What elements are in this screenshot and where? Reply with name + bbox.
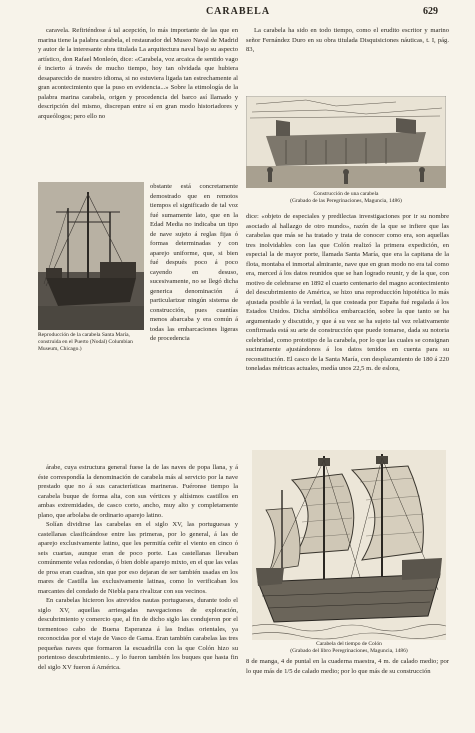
columbus-caravel-caption: [246, 641, 452, 655]
right-column-bottom: [246, 657, 449, 676]
paragraph: obstante está concretamente demostrado que en remotos tiempos el significado de tal voz fué sumamente lato, que en la Edad Media no indicaba un tipo de nave sujeto á reglas fijas ó formas determinadas y con aparejo uniforme, que, si bien fué después poco á poco cayendo en desuso, sucesivamente, no se llegó dicha generica denominación á particularizar ningún sistema de construcción, pues cuantías menos abarcaba y era común á todas las embarcaciones ligeras de procedencia: [150, 183, 238, 342]
caravel-construction-engraving: [246, 96, 446, 188]
left-column-top: [38, 26, 238, 121]
paragraph: Solían dividirse las carabelas en el siglo XV, las portuguesas y castellanas clasificándose entre las primeras, por lo general, á las de aparejo exclusivamente latino, que les permitía ceñir el viento en cinco ó seis cuartas, aunque eran de poco porte. Las castellanas llevaban comúnmente velas redondas, ó bien doble aparejo mixto, en el que las velas de proa eran cuadras, sin que por eso dejaran de ser también usadas en los mares de Castilla las exclusivamente latinas, como lo verificaban los marcantes del condado de Niebla para rivalizar con sus vecinos.: [38, 521, 238, 595]
caravel-construction-caption: [246, 191, 446, 205]
paragraph: La carabela ha sido en todo tiempo, como el erudito escritor y marino señor Fernández Duro en su obra titulada Disquisiciones náuticas, t. I, pág. 83,: [246, 27, 449, 53]
caption-title: Construcción de una carabela: [313, 191, 379, 197]
paragraph: dice: «objeto de especiales y predilectas investigaciones por ir su nombre asociado al hallazgo de otro mundo», razón de la que se infiere que las carabelas que más se ha tratado y trata de conocer como era, son aquellas tres inolvidables con las que Colón realizó la primera expedición, en especial la de mayor porte, llamada Santa María, que era la capitana de la flota, montaba el inmortal almirante, nave que en gran modo no era tal como era, merced á los datos reunidos que se han logrado reunir, y de la que, con motivo de celebrarse en 1892 el cuarto centenario del magno acontecimiento del descubrimiento de América, se hizo una reproducción hipotética lo más ajustada posible á la verdad, la que costeada por España fué regalada á los Estados Unidos. Dicha simbólica embarcación, sobre la que tanto se ha argumentado y discutido, y que á su vez se ha sujeto tal vez relativamente confirmada está su arte de construcción que puede tomarse, dada su notoria celebridad, como prototipo de la carabela, por lo que las cuales se consignan sucintamente ajustándonos á los datos tenidos en cuenta para su reconstitución. El casco de la Santa María, con desplazamiento de 180 á 220 toneladas métricas actuales, medía unos 22,5 m. de eslora,: [246, 213, 449, 372]
santa-maria-photo: [38, 182, 144, 330]
running-header: [38, 5, 438, 21]
left-column-bottom: [38, 463, 238, 672]
paragraph: En carabelas hicieron los atrevidos nautas portugueses, durante todo el siglo XV, aquellas arriesgadas navegaciones de exploración, descubrimiento y comercio que, al fin de dicho siglo las condujeron por el tormentoso cabo de Buena Esperanza á las Indias orientales, ya reconocidas por el viaje de Vasco de Gama. Eran también carabelas las tres pequeñas naves que formaron la escuadrilla con la que Colón hizo su portentoso descubrimiento... y lo fueron también los buques que hasta fin del siglo XV fueron á América.: [38, 597, 238, 671]
columbus-caravel-engraving: [252, 450, 446, 640]
caption-source: (Grabado de las Peregrinaciones, Maguncia, 1486): [290, 198, 402, 204]
paragraph: árabe, cuya estructura general fuese la de las naves de popa llana, y á éste correspondía la denominación de carabela más al servicio por la nave prestado que no á sus características marineras. Fuéronse tiempo la carabela buque de forma alta, con sus vértices y altísimos castillos en ambas extremidades, de casco corto, ancho, muy alto y completamente plano, que arbolaba de ordinario aparejo latino.: [38, 464, 238, 519]
page-number: 629: [423, 6, 438, 17]
caption-title: Carabela del tiempo de Colón: [316, 641, 382, 647]
right-column-top: [246, 26, 449, 55]
paragraph: caravela. Refiriéndose á tal acepción, lo más importante de las que en marina tiene la palabra carabela, el restaurador del Museo Naval de Madrid y autor de la interesante obra titulada La arquitectura naval bajo su aspecto artístico, don Rafael Monleón, dice: «Carabela, voz arcaica de sentido vago é incierto á través de mucho tiempo, hoy tan olvidada que hubiera desaparecido de nuestro idioma, si no estuviera ligada tan estrechamente al gran acontecimiento que la puso en evidencia...» Sobre la etimología de la palabra marina carabela, origen y procedencia del barco así llamado y descripción del mismo, discrepan entre sí en gran modo historiadores y arqueólogos; pero ello no: [38, 27, 238, 120]
caption-source: (Grabado del libro Peregrinaciones, Maguncia, 1486): [290, 648, 408, 654]
left-column-narrow: [150, 182, 238, 344]
santa-maria-caption: Reproducción de la carabela Santa María, construida en el Puerto (Nodal) Columbian Museum, Chicago.): [38, 332, 133, 352]
right-column-middle: [246, 212, 449, 374]
paragraph: 8 de manga, 4 de puntal en la cuaderna maestra, 4 m. de calado medio; por lo que más de 1/5 de calado medio; por lo que más de su construcción: [246, 658, 449, 675]
running-title: CARABELA: [205, 6, 271, 17]
